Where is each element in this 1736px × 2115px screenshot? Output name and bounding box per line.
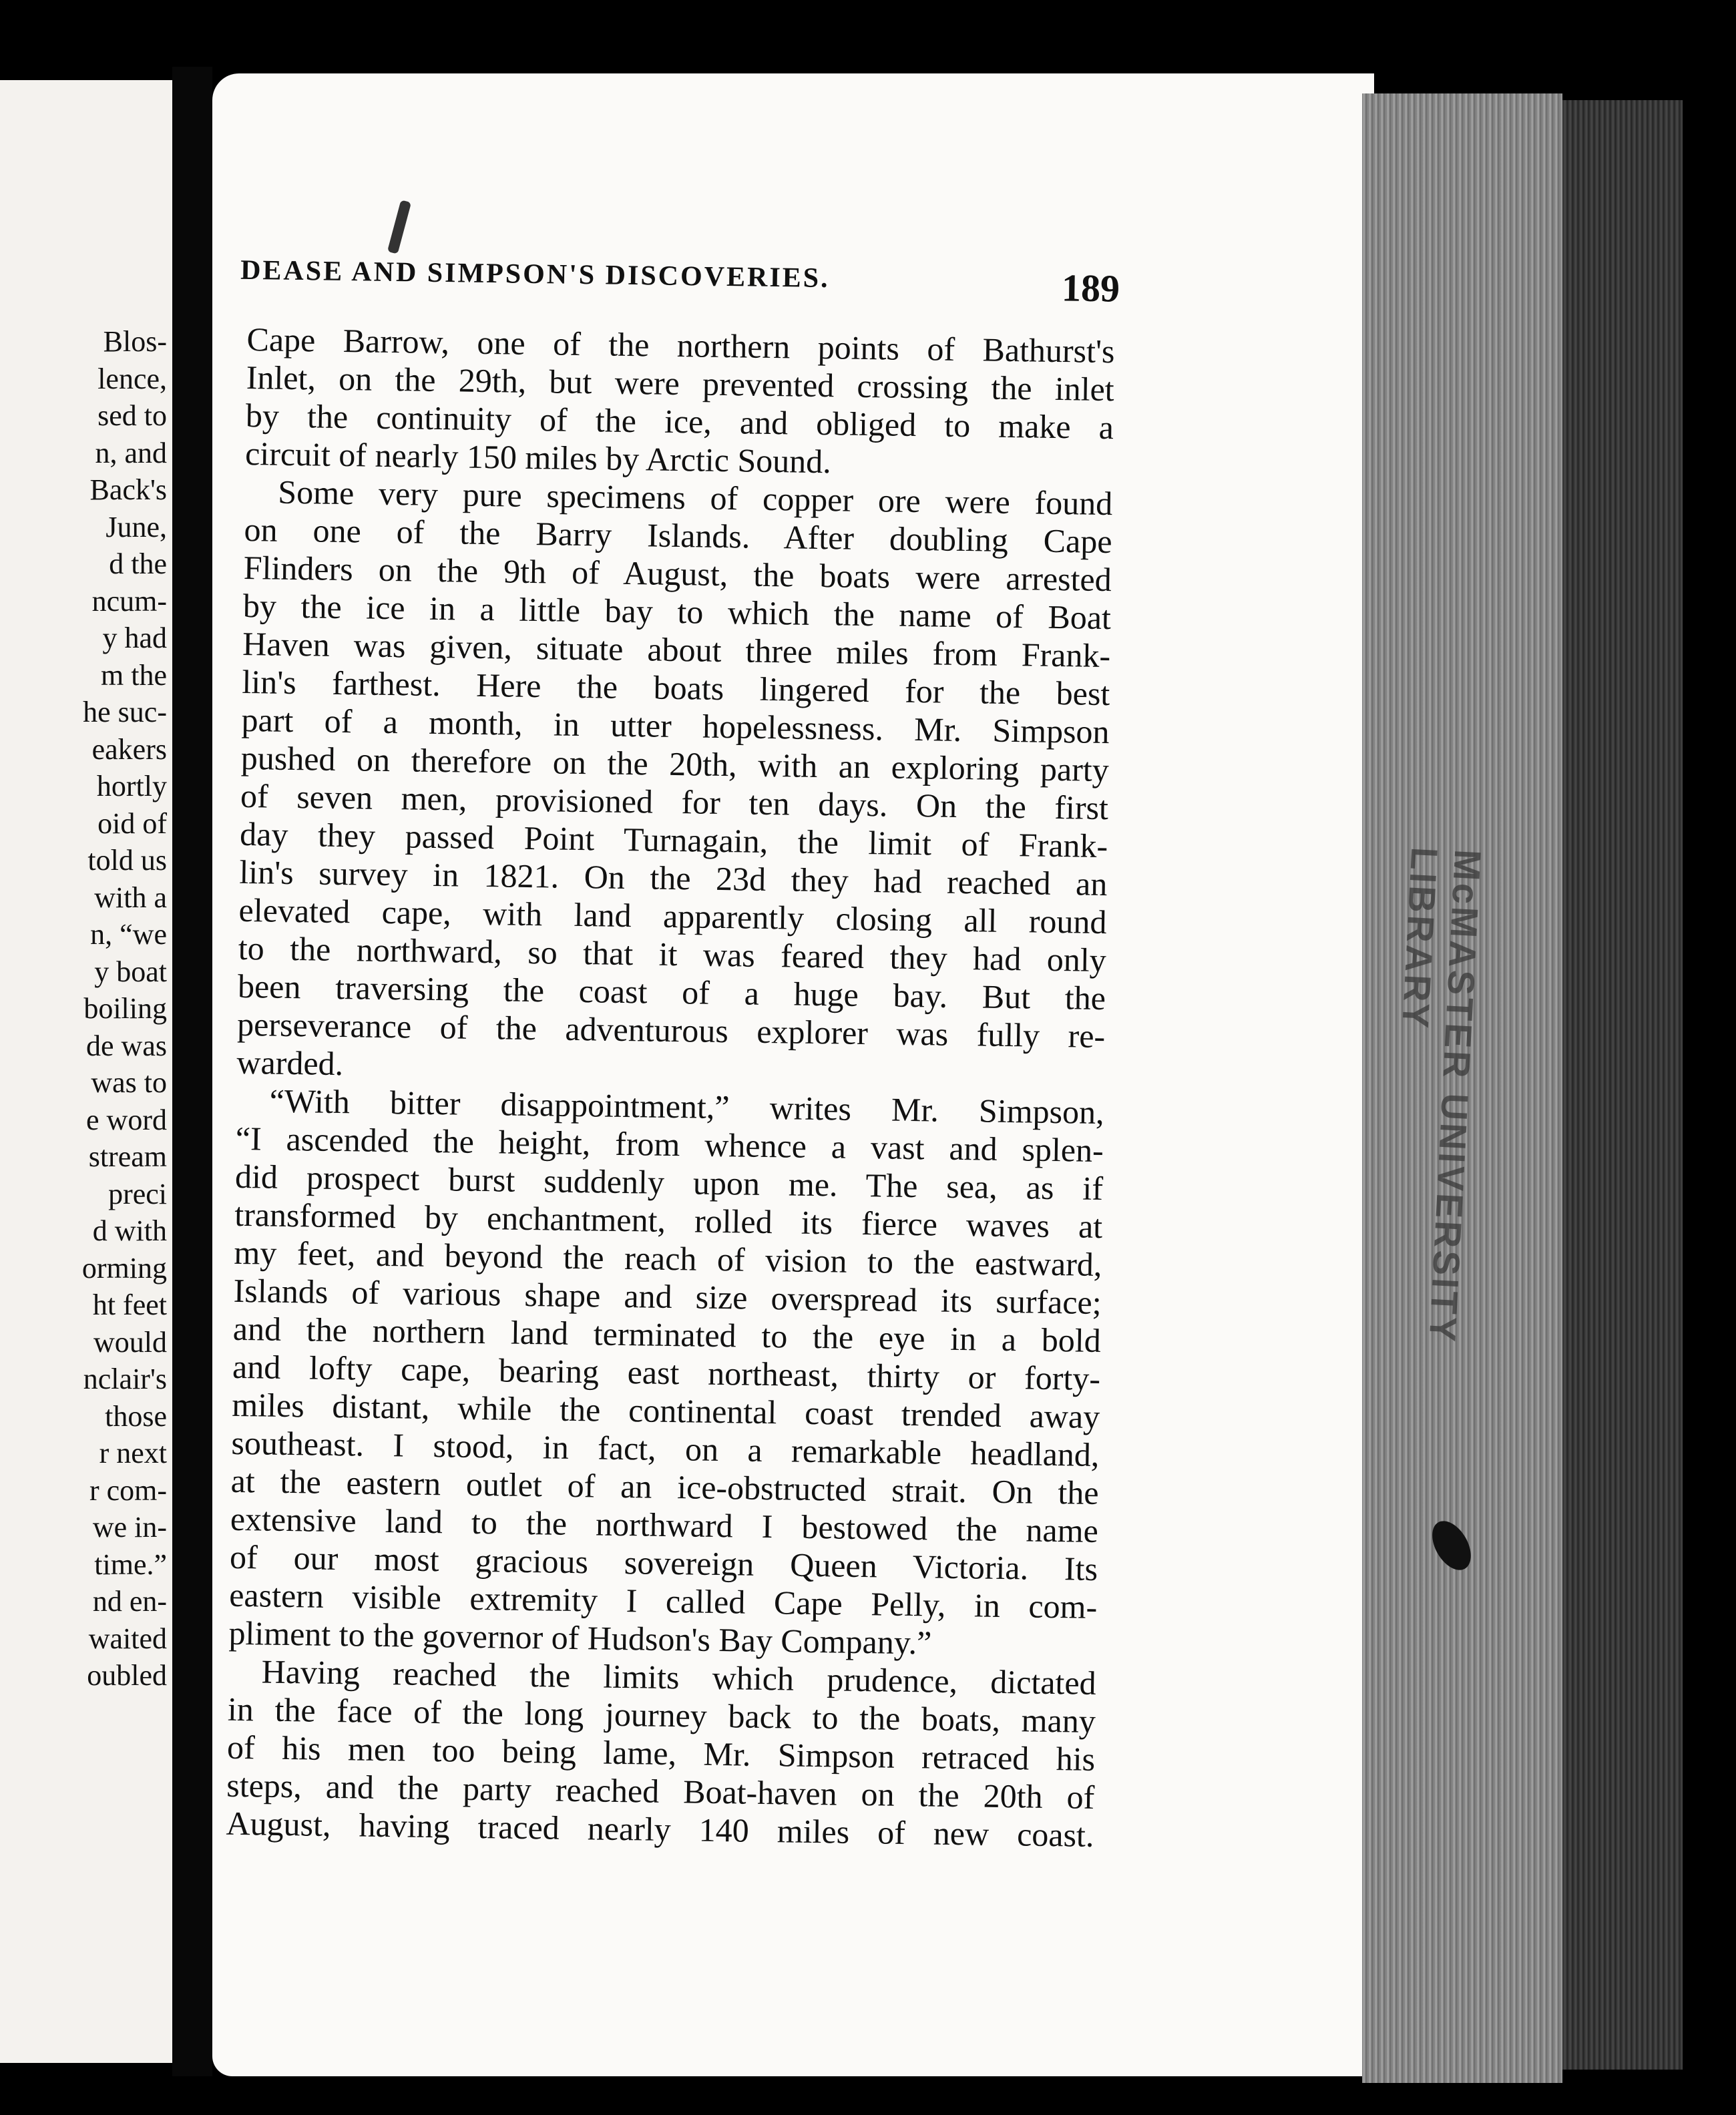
text-line: lin's farthest. Here the boats lingered for the best — [242, 662, 1110, 713]
left-page-fragment: lence, — [97, 362, 167, 395]
left-page-fragment: m the — [101, 658, 167, 692]
text-line: steps, and the party reached Boat-haven on the 20th of — [226, 1766, 1095, 1816]
left-page-fragment: preci — [108, 1177, 167, 1210]
text-line: “I ascended the height, from whence a vast and splen- — [235, 1119, 1104, 1170]
text-line: in the face of the long journey back to the boats, many — [227, 1690, 1096, 1740]
left-page-fragment: ht feet — [92, 1288, 167, 1321]
left-page-fragment: d with — [92, 1214, 167, 1247]
running-header: DEASE AND SIMPSON'S DISCOVERIES. — [240, 254, 830, 294]
text-line: and lofty cape, bearing east northeast, thirty or forty- — [232, 1347, 1101, 1397]
text-line: to the northward, so that it was feared they had only — [238, 929, 1107, 979]
library-stamp: McMASTER UNIVERSITY LIBRARY — [1394, 846, 1490, 1345]
left-page-fragment: orming — [81, 1251, 167, 1284]
left-page-fragment: d the — [109, 547, 167, 580]
text-line: elevated cape, with land apparently closing all round — [238, 891, 1107, 941]
left-page-fragment: would — [93, 1325, 167, 1359]
left-page-fragment: nd en- — [92, 1585, 167, 1618]
left-page-fragment: he suc- — [83, 696, 167, 728]
left-page-fragment: e word — [86, 1103, 167, 1136]
left-page-fragment: y boat — [94, 955, 167, 988]
text-line: by the continuity of the ice, and obliged to make a — [245, 396, 1114, 447]
text-line: Haven was given, situate about three miles from Frank- — [242, 624, 1111, 675]
left-page-fragment: r com- — [89, 1473, 167, 1507]
text-line: miles distant, while the continental coast trended away — [231, 1385, 1100, 1435]
page-number: 189 — [1061, 266, 1120, 310]
left-page-fragment: y had — [102, 622, 167, 654]
left-page-fragment: told us — [87, 844, 167, 877]
text-line: circuit of nearly 150 miles by Arctic Sound. — [244, 434, 832, 481]
text-line: August, having traced nearly 140 miles of new coast. — [226, 1804, 1094, 1854]
text-line: Islands of various shape and size overspread its surface; — [233, 1271, 1102, 1322]
left-page-fragment: time.” — [94, 1548, 167, 1581]
left-page-fragment: n, and — [95, 436, 167, 469]
text-line: southeast. I stood, in fact, on a remarkable headland, — [231, 1423, 1100, 1473]
text-line: extensive land to the northward I bestowed the name — [230, 1499, 1099, 1550]
left-page-fragment: we in- — [92, 1511, 167, 1544]
left-page-fragment: de was — [86, 1029, 167, 1062]
left-page-fragment: oubled — [87, 1659, 167, 1692]
left-page-fragment: sed to — [97, 399, 167, 432]
text-line: transformed by enchantment, rolled its fierce waves at — [234, 1195, 1103, 1246]
text-line: warded. — [236, 1043, 344, 1083]
text-line: of our most gracious sovereign Queen Victoria. Its — [229, 1538, 1098, 1588]
text-line: eastern visible extremity I called Cape Pelly, in com- — [228, 1576, 1098, 1626]
text-line: did prospect burst suddenly upon me. The sea, as if — [234, 1157, 1104, 1208]
text-line: lin's survey in 1821. On the 23d they had reached an — [239, 853, 1108, 903]
text-line: on one of the Barry Islands. After doubling Cape — [244, 510, 1112, 561]
left-page-fragment: r next — [99, 1437, 167, 1469]
text-line: by the ice in a little bay to which the name of Boat — [242, 586, 1112, 637]
text-line: perseverance of the adventurous explorer was fully re- — [236, 1005, 1106, 1055]
left-page-fragment: with a — [94, 881, 167, 914]
text-line: and the northern land terminated to the eye in a bold — [232, 1309, 1102, 1360]
left-page-fragment: nclair's — [83, 1363, 167, 1395]
text-line: been traversing the coast of a huge bay. But the — [237, 967, 1106, 1017]
left-page-fragment: oid of — [97, 806, 167, 840]
text-line: Cape Barrow, one of the northern points of Bathurst's — [246, 320, 1115, 371]
left-page — [0, 80, 172, 2063]
text-line: my feet, and beyond the reach of vision to the eastward, — [234, 1233, 1102, 1284]
left-page-fragment: waited — [88, 1622, 167, 1655]
text-line: at the eastern outlet of an ice-obstructed strait. On the — [230, 1461, 1099, 1511]
text-line: part of a month, in utter hopelessness. Mr. Simpson — [241, 700, 1110, 751]
text-line: “With bitter disappointment,” writes Mr. Simpson, — [269, 1082, 1104, 1132]
book-gutter — [172, 67, 212, 2076]
text-line: pliment to the governor of Hudson's Bay Company.” — [228, 1614, 932, 1662]
left-page-fragment: Back's — [89, 473, 167, 506]
left-page-fragment: was to — [91, 1066, 167, 1099]
text-line: Flinders on the 9th of August, the boats were arrested — [243, 548, 1112, 599]
text-line: day they passed Point Turnagain, the limit of Frank- — [239, 814, 1108, 865]
left-page-fragment: ncum- — [91, 584, 167, 618]
left-page-fragment: June, — [105, 510, 167, 543]
book-cover-edge — [1562, 100, 1683, 2070]
text-line: Inlet, on the 29th, but were prevented crossing the inlet — [246, 358, 1115, 409]
left-page-fragment: n, “we — [90, 918, 167, 951]
body-text — [226, 320, 1115, 1855]
text-line: Some very pure specimens of copper ore were found — [278, 473, 1113, 523]
left-page-fragment: Blos- — [103, 325, 167, 358]
text-line: pushed on therefore on the 20th, with an exploring party — [240, 738, 1110, 789]
text-line: of his men too being lame, Mr. Simpson retraced his — [226, 1728, 1096, 1778]
left-page-fragment: those — [105, 1399, 167, 1433]
text-line: Having reached the limits which prudence, dictated — [261, 1652, 1097, 1702]
left-page-fragment: hortly — [96, 770, 167, 802]
left-page-fragment: stream — [88, 1140, 167, 1173]
left-page-fragment: eakers — [91, 732, 167, 766]
left-page-fragment: boiling — [83, 992, 167, 1025]
text-line: of seven men, provisioned for ten days. On the first — [240, 776, 1109, 827]
